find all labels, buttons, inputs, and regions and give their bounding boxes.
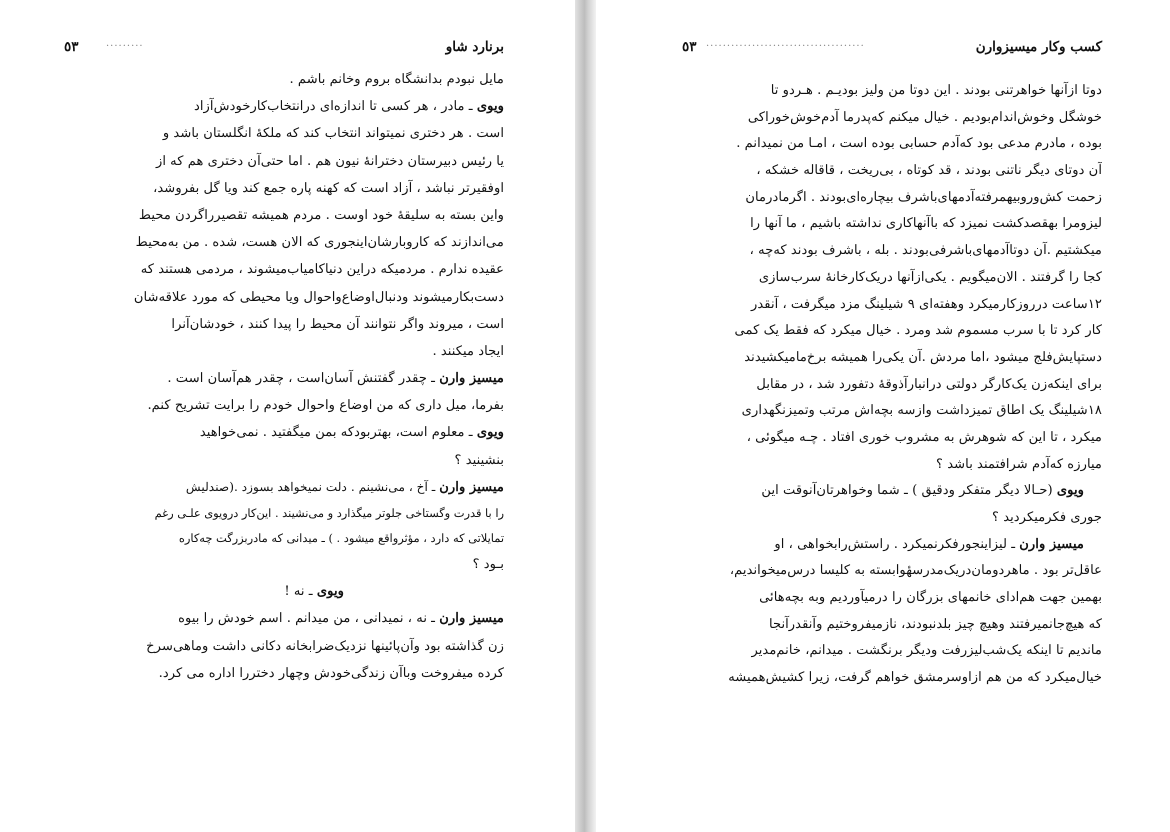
text-line — [682, 478, 1102, 505]
line-text: ـ نه ! — [284, 584, 317, 600]
text-line — [682, 558, 1102, 585]
line-text: عقیده ندارم . مردمیکه دراین دنیاکامیاب‌میشوند ، مردمی هستند که — [140, 262, 504, 278]
text-line — [64, 66, 504, 93]
header-leader-dots: ········· — [106, 41, 144, 52]
line-text: ۱۲ساعت درروزکارمیکرد وهفته‌ای ۹ شیلینگ مزد میگرفت ، آنقدر — [751, 296, 1102, 312]
text-line — [682, 105, 1102, 132]
line-text: خیال‌میکرد که من هم ازاوسرمشق خواهم گرفت، زیرا کشیش‌همیشه — [728, 670, 1102, 686]
right-page — [596, 0, 1170, 832]
speaker-name: ویوی — [1056, 483, 1084, 499]
line-text: بفرما، میل داری که من اوضاع واحوال خودم را برایت تشریح کنم. — [147, 398, 504, 414]
text-line — [64, 578, 504, 605]
line-text: خوشگل وخوش‌اندام‌بودیم . خیال میکنم که‌پدرما آدم‌خوش‌خوراکی — [747, 109, 1102, 125]
text-line — [682, 505, 1102, 532]
line-text: جوری فکرمیکردید ؟ — [992, 510, 1102, 525]
line-text: عاقل‌تر بود . ماهردومان‌دریک‌مدرسهٔوابسته به کلیسا درس‌میخواندیم، — [729, 563, 1102, 579]
text-line — [682, 292, 1102, 319]
text-line — [682, 398, 1102, 425]
left-page-header — [64, 36, 504, 58]
right-page-number: ٥٣ — [682, 39, 697, 55]
line-text: دستپایش‌فلج میشود ،اما مردش .آن یکی‌را همیشه برخ‌مامیکشیدند — [744, 349, 1102, 365]
left-header-title: برنارد شاو — [445, 39, 504, 55]
speaker-name: ویوی — [476, 425, 504, 441]
text-line — [64, 93, 504, 120]
line-text: ـ آخ ، می‌نشینم . دلت نمیخواهد بسوزد .(صندلیش — [185, 479, 440, 494]
line-text: ـ مادر ، هر کسی تا اندازه‌ای درانتخاب‌کارخودش‌آزاد — [194, 99, 477, 115]
line-text: ایجاد میکنند . — [432, 343, 504, 359]
line-text: دوتا ازآنها خواهرتنی بودند . این دوتا من ولیز بودیـم . هـردو تا — [770, 83, 1102, 98]
text-line — [64, 148, 504, 175]
line-text: لیزومرا بهقصدکشت نمیزد که باآنهاکاری نداشته باشیم ، ما آنها را — [750, 216, 1102, 232]
text-line — [682, 158, 1102, 185]
text-line — [64, 392, 504, 419]
text-line — [64, 284, 504, 311]
line-text: میکرد ، تا این که شوهرش به مشروب خوری افتاد . چـه میگوئی ، — [746, 429, 1102, 445]
left-page — [0, 0, 575, 832]
text-line — [64, 551, 504, 578]
text-line — [64, 447, 504, 474]
text-line — [682, 372, 1102, 399]
book-gutter — [575, 0, 596, 832]
text-line — [64, 365, 504, 392]
left-page-body — [64, 66, 504, 687]
line-text: ـ معلوم است، بهتربودکه بمن میگفتید . نمی‌خواهید — [199, 425, 477, 441]
text-line — [682, 185, 1102, 212]
line-text: است ، میروند واگر نتوانند آن محیط را پیدا کنند ، خودشان‌آنرا — [171, 316, 504, 332]
line-text: ـ چقدر گفتنش آسان‌است ، چقدر هم‌آسان است . — [167, 371, 440, 387]
text-line — [64, 229, 504, 256]
text-line — [64, 202, 504, 229]
right-header-title: کسب وکار میسیزوارن — [975, 39, 1102, 55]
text-line — [682, 585, 1102, 612]
line-text: بهمین جهت هم‌ادای خانمهای بزرگان را درمیآوردیم وبه بچه‌هائی — [759, 590, 1102, 606]
speaker-name: میسیز وارن — [439, 479, 504, 495]
speaker-name: ویوی — [316, 584, 344, 600]
text-line — [682, 238, 1102, 265]
text-line — [64, 526, 504, 551]
line-text: بـود ؟ — [472, 557, 504, 572]
line-text: کرده میفروخت وباآن زندگی‌خودش وچهار دختررا اداره می کرد. — [158, 665, 504, 681]
text-line — [64, 474, 504, 501]
text-line — [682, 78, 1102, 105]
text-line — [64, 256, 504, 283]
line-text: برای اینکه‌زن یک‌کارگر دولتی درانبارآذوقهٔ دتفورد شد ، در مقابل — [756, 376, 1102, 392]
line-text: ـ لیزاینجورفکرنمیکرد . راستش‌رابخواهی ، او — [774, 536, 1020, 552]
text-line — [682, 532, 1102, 559]
header-leader-dots: ······································ — [706, 41, 865, 52]
text-line — [64, 660, 504, 687]
text-line — [682, 425, 1102, 452]
speaker-name: ویوی — [476, 99, 504, 115]
text-line — [682, 318, 1102, 345]
left-page-number: ٥٣ — [64, 39, 79, 55]
text-line — [682, 612, 1102, 639]
line-text: را با قدرت وگستاخی جلوتر میگذارد و می‌نشیند . این‌کار درویوی علـی رغم — [154, 506, 504, 520]
line-text: آن دوتای دیگر ناتنی بودند ، قد کوتاه ، بی‌ریخت ، قاقاله خشکه ، — [756, 163, 1102, 179]
line-text: اوفقیرتر نباشد ، آزاد است که کهنه پاره جمع کند ویا گل بفروشد، — [153, 180, 504, 196]
speaker-name: میسیز وارن — [1019, 536, 1084, 552]
speaker-name: میسیز وارن — [439, 371, 504, 387]
text-line — [64, 419, 504, 446]
text-line — [682, 665, 1102, 692]
text-line — [64, 605, 504, 632]
text-line — [682, 211, 1102, 238]
right-page-header — [682, 36, 1102, 58]
text-line — [682, 452, 1102, 479]
line-text: واین بسته به سلیقهٔ خود اوست . مردم همیشه تقصیرراگردن محیط — [138, 207, 504, 223]
line-text: است . هر دختری نمیتواند انتخاب کند که ملکهٔ انگلستان باشد و — [162, 126, 504, 142]
line-text: مایل نبودم بدانشگاه بروم وخانم باشم . — [289, 72, 504, 87]
line-text: (حـالا دیگر متفکر ودقیق ) ـ شما وخواهرتان‌آنوقت این — [761, 483, 1057, 499]
line-text: زن گذاشته بود وآن‌پائینها نزدیک‌ضرابخانه دکانی داشت وماهی‌سرخ — [146, 638, 504, 654]
line-text: دست‌بکارمیشوند ودنبال‌اوضاع‌واحوال ویا محیطی که مورد علاقه‌شان — [133, 289, 504, 305]
line-text: کار کرد تا با سرب مسموم شد ومرد . خیال میکرد که فقط یک کمی — [734, 323, 1102, 339]
line-text: بنشینید ؟ — [454, 452, 504, 468]
text-line — [64, 120, 504, 147]
line-text: زحمت کش‌ورو‌بیهمرفته‌آدمهای‌باشرف بیچاره‌ای‌بودند . اگرما‌درمان — [745, 189, 1102, 205]
speaker-name: میسیز وارن — [439, 611, 504, 627]
line-text: تمایلاتی که دارد ، مؤثرواقع میشود . ) ـ میدانی که مادربزرگت چه‌کاره — [178, 531, 504, 545]
line-text: میارزه که‌آدم شرافتمند باشد ؟ — [936, 456, 1102, 472]
text-line — [64, 338, 504, 365]
line-text: می‌اندازند که کاروبارشان‌اینجوری که الان هست، شده . من به‌محیط — [135, 235, 504, 251]
line-text: میکشتیم .آن دوتا‌آدمهای‌باشرفی‌بودند . بله ، باشرف بودند که‌چه ، — [749, 243, 1102, 259]
line-text: ـ نه ، نمیدانی ، من میدانم . اسم خودش را بیوه — [178, 611, 440, 627]
text-line — [682, 638, 1102, 665]
text-line — [682, 131, 1102, 158]
line-text: یا رئیس دبیرستان دخترانهٔ نیون هم . اما حتی‌آن دختری هم که از — [155, 153, 504, 169]
line-text: که هیچ‌جانمیرفتند وهیچ چیز بلدنبودند، نازمیفروختیم وآنقدرآنجا — [768, 616, 1102, 632]
text-line — [64, 311, 504, 338]
text-line — [64, 633, 504, 660]
right-page-body — [682, 78, 1102, 692]
text-line — [682, 345, 1102, 372]
text-line — [682, 265, 1102, 292]
text-line — [64, 175, 504, 202]
line-text: ۱۸شیلینگ یک اطاق تمیزداشت وازسه بچه‌اش مرتب وتمیزنگهداری — [741, 403, 1102, 419]
text-line — [64, 501, 504, 526]
line-text: ماندیم تا اینکه یک‌شب‌لیزرفت ودیگر برنگشت . میدانم، خانم‌مدیر — [751, 643, 1102, 659]
line-text: بوده ، مادرم مدعی بود که‌آدم حسابی بوده است ، امـا من نمیدانم . — [736, 136, 1102, 152]
line-text: کجا را گرفتند . الان‌میگویم . یکی‌ازآنها دریک‌کارخانهٔ سرب‌سازی — [758, 269, 1102, 285]
